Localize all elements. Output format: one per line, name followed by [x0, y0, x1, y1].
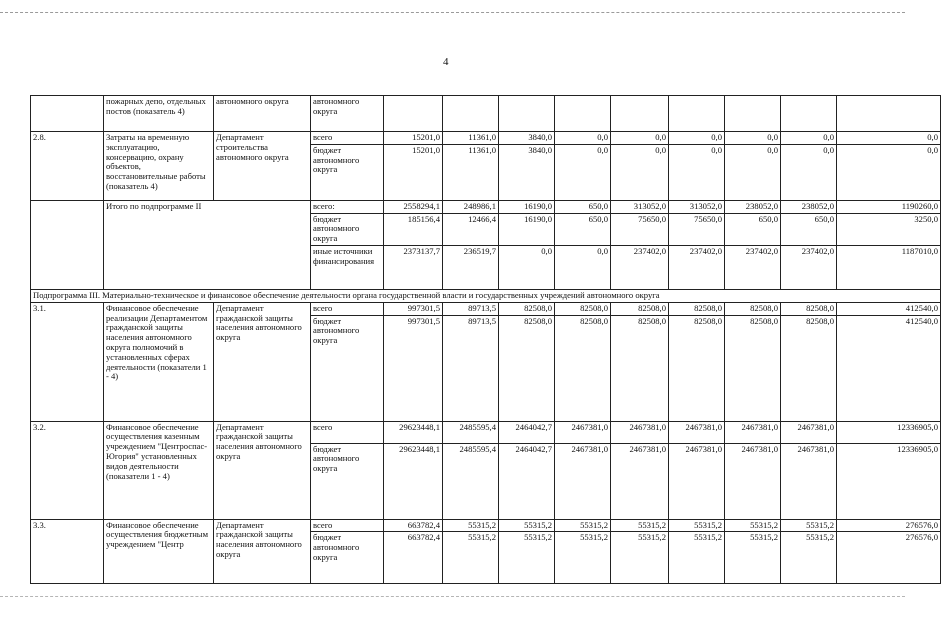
value-cell: 3840,0 [499, 132, 555, 145]
value-cell: 313052,0 [669, 200, 725, 213]
value-cell: 0,0 [781, 144, 837, 200]
budget-table [30, 95, 941, 584]
value-cell: 12336905,0 [837, 421, 941, 443]
row-source-cell: бюджет автономного округа [311, 144, 384, 200]
scan-bottom-edge [0, 596, 905, 597]
value-cell: 16190,0 [499, 200, 555, 213]
value-cell: 276576,0 [837, 532, 941, 584]
row-source-cell: бюджет автономного округа [311, 315, 384, 421]
row-dept-cell: Департамент строительства автономного округа [214, 132, 311, 201]
value-cell: 238052,0 [725, 200, 781, 213]
value-cell: 650,0 [555, 200, 611, 213]
table-row [31, 96, 941, 132]
value-cell: 236519,7 [443, 245, 499, 289]
value-cell: 237402,0 [725, 245, 781, 289]
value-cell: 0,0 [555, 144, 611, 200]
value-cell: 0,0 [837, 132, 941, 145]
row-source-cell: всего [311, 302, 384, 315]
value-cell: 185156,4 [384, 213, 443, 245]
page-number: 4 [443, 56, 449, 68]
value-cell: 2467381,0 [725, 421, 781, 443]
value-cell: 75650,0 [611, 213, 669, 245]
value-cell: 663782,4 [384, 519, 443, 532]
row-number-cell [31, 200, 104, 289]
row-number-cell [31, 96, 104, 132]
value-cell: 55315,2 [499, 519, 555, 532]
table-row [31, 519, 941, 532]
value-cell: 650,0 [555, 213, 611, 245]
value-cell: 650,0 [781, 213, 837, 245]
row-name-cell: Финансовое обеспечение осуществления казенным учреждением "Центроспас-Югория" установленных видов деятельности (показатели 1 - 4) [104, 421, 214, 519]
value-cell: 82508,0 [669, 315, 725, 421]
value-cell: 2467381,0 [611, 421, 669, 443]
value-cell: 89713,5 [443, 315, 499, 421]
row-dept-cell: Департамент гражданской защиты населения автономного округа [214, 519, 311, 584]
value-cell: 997301,5 [384, 302, 443, 315]
row-source-cell: бюджет автономного округа [311, 532, 384, 584]
value-cell: 15201,0 [384, 132, 443, 145]
value-cell: 55315,2 [555, 532, 611, 584]
value-cell: 82508,0 [781, 302, 837, 315]
value-cell: 3250,0 [837, 213, 941, 245]
row-source-cell: иные источники финансирования [311, 245, 384, 289]
value-cell: 55315,2 [781, 532, 837, 584]
value-cell: 0,0 [611, 132, 669, 145]
value-cell: 82508,0 [781, 315, 837, 421]
value-cell: 1187010,0 [837, 245, 941, 289]
row-name-cell: Затраты на временную эксплуатацию, консервацию, охрану объектов, восстановительные работы (показатель 4) [104, 132, 214, 201]
row-number-cell: 3.3. [31, 519, 104, 584]
scan-top-edge [0, 12, 905, 13]
value-cell: 2467381,0 [781, 421, 837, 443]
table-row [31, 132, 941, 145]
row-source-cell: бюджет автономного округа [311, 443, 384, 519]
value-cell: 3840,0 [499, 144, 555, 200]
row-source-cell: автономного округа [311, 96, 384, 132]
value-cell: 12466,4 [443, 213, 499, 245]
value-cell: 11361,0 [443, 144, 499, 200]
value-cell: 0,0 [725, 144, 781, 200]
subtotal-label: Итого по подпрограмме II [104, 200, 311, 289]
value-cell: 55315,2 [499, 532, 555, 584]
table-row [31, 289, 941, 302]
value-cell: 55315,2 [443, 532, 499, 584]
value-cell: 2467381,0 [725, 443, 781, 519]
row-number-cell: 3.2. [31, 421, 104, 519]
value-cell: 82508,0 [555, 302, 611, 315]
value-cell: 82508,0 [499, 302, 555, 315]
value-cell: 82508,0 [555, 315, 611, 421]
row-name-cell: Финансовое обеспечение осуществления бюджетным учреждением "Центр [104, 519, 214, 584]
value-cell: 2464042,7 [499, 421, 555, 443]
value-cell: 11361,0 [443, 132, 499, 145]
value-cell: 2464042,7 [499, 443, 555, 519]
value-cell: 0,0 [611, 144, 669, 200]
value-cell: 12336905,0 [837, 443, 941, 519]
value-cell: 55315,2 [725, 532, 781, 584]
value-cell: 55315,2 [669, 532, 725, 584]
value-cell: 55315,2 [611, 519, 669, 532]
row-name-cell: Финансовое обеспечение реализации Департаментом гражданской защиты населения автономного округа полномочий в установленных сферах деятельности (показатели 1 - 4) [104, 302, 214, 421]
value-cell: 650,0 [725, 213, 781, 245]
value-cell: 0,0 [781, 132, 837, 145]
value-cell: 0,0 [555, 132, 611, 145]
value-cell: 55315,2 [669, 519, 725, 532]
value-cell: 0,0 [669, 144, 725, 200]
table-row [31, 200, 941, 213]
table-row [31, 421, 941, 443]
value-cell: 29623448,1 [384, 421, 443, 443]
value-cell: 0,0 [555, 245, 611, 289]
value-cell: 82508,0 [611, 302, 669, 315]
subprogram-heading: Подпрограмма III. Материально-техническое и финансовое обеспечение деятельности органа государственной власти и государственных учреждений автономного округа [31, 289, 941, 302]
value-cell: 2467381,0 [555, 443, 611, 519]
value-cell: 0,0 [499, 245, 555, 289]
value-cell: 55315,2 [611, 532, 669, 584]
table-row [31, 302, 941, 315]
value-cell: 82508,0 [499, 315, 555, 421]
row-number-cell: 2.8. [31, 132, 104, 201]
value-cell: 55315,2 [725, 519, 781, 532]
value-cell: 2467381,0 [555, 421, 611, 443]
row-source-cell: всего [311, 132, 384, 145]
value-cell: 82508,0 [611, 315, 669, 421]
value-cell: 29623448,1 [384, 443, 443, 519]
value-cell: 82508,0 [669, 302, 725, 315]
value-cell: 313052,0 [611, 200, 669, 213]
value-cell: 16190,0 [499, 213, 555, 245]
value-cell: 0,0 [669, 132, 725, 145]
value-cell: 412540,0 [837, 315, 941, 421]
value-cell: 997301,5 [384, 315, 443, 421]
value-cell: 2485595,4 [443, 421, 499, 443]
row-source-cell: бюджет автономного округа [311, 213, 384, 245]
value-cell: 237402,0 [611, 245, 669, 289]
row-source-cell: всего: [311, 200, 384, 213]
value-cell: 2467381,0 [781, 443, 837, 519]
value-cell: 0,0 [837, 144, 941, 200]
value-cell: 2373137,7 [384, 245, 443, 289]
value-cell: 2485595,4 [443, 443, 499, 519]
value-cell: 276576,0 [837, 519, 941, 532]
row-number-cell: 3.1. [31, 302, 104, 421]
value-cell: 412540,0 [837, 302, 941, 315]
value-cell: 82508,0 [725, 315, 781, 421]
value-cell: 2558294,1 [384, 200, 443, 213]
value-cell: 2467381,0 [669, 421, 725, 443]
value-cell: 55315,2 [781, 519, 837, 532]
value-cell: 75650,0 [669, 213, 725, 245]
value-cell: 237402,0 [781, 245, 837, 289]
value-cell: 238052,0 [781, 200, 837, 213]
row-source-cell: всего [311, 519, 384, 532]
row-dept-cell: автономного округа [214, 96, 311, 132]
value-cell: 2467381,0 [611, 443, 669, 519]
row-name-cell: пожарных депо, отдельных постов (показатель 4) [104, 96, 214, 132]
value-cell: 15201,0 [384, 144, 443, 200]
value-cell: 237402,0 [669, 245, 725, 289]
value-cell: 82508,0 [725, 302, 781, 315]
value-cell: 55315,2 [443, 519, 499, 532]
value-cell: 0,0 [725, 132, 781, 145]
value-cell: 2467381,0 [669, 443, 725, 519]
row-dept-cell: Департамент гражданской защиты населения автономного округа [214, 302, 311, 421]
value-cell: 1190260,0 [837, 200, 941, 213]
value-cell: 55315,2 [555, 519, 611, 532]
value-cell: 89713,5 [443, 302, 499, 315]
value-cell: 663782,4 [384, 532, 443, 584]
row-dept-cell: Департамент гражданской защиты населения автономного округа [214, 421, 311, 519]
row-source-cell: всего [311, 421, 384, 443]
value-cell: 248986,1 [443, 200, 499, 213]
